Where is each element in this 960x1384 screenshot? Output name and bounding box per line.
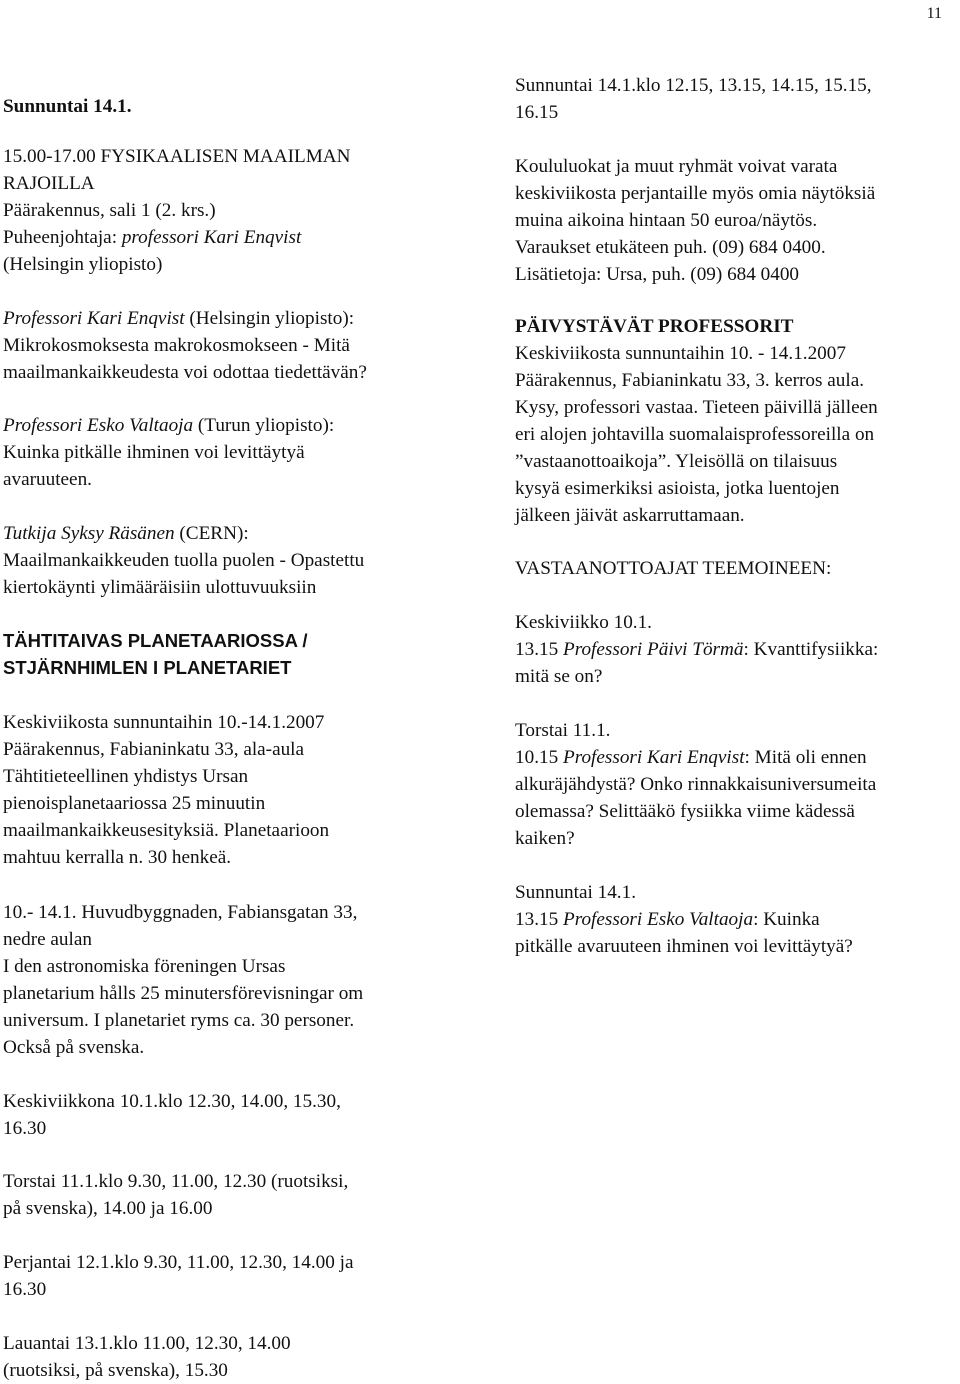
duty-professors-heading: PÄIVYSTÄVÄT PROFESSORIT: [515, 316, 794, 337]
planetarium-info-sv: 10.- 14.1. Huvudbyggnaden, Fabiansgatan 33, nedre aulan I den astronomiska föreningen Ursas planetarium hålls 25 minutersförevisningar om universum. I planetariet ryms ca. 30 personer. Också på svenska.: [3, 902, 364, 1058]
reception-wednesday: Keskiviikko 10.1. 13.15 Professori Päivi Törmä: Kvanttifysiikka: mitä se on?: [515, 612, 879, 687]
talk-title-line: avaruuteen.: [3, 469, 92, 490]
talk-speaker: Tutkija Syksy Räsänen: [3, 523, 175, 544]
talk-title-line: maailmankaikkeudesta voi odottaa tiedettävän?: [3, 362, 367, 383]
talk-valtaoja: [3, 412, 473, 493]
session-title-cont: RAJOILLA: [3, 173, 95, 194]
talk-title-line: kiertokäynti ylimääräisiin ulottuvuuksiin: [3, 577, 317, 598]
planetarium-heading: TÄHTITAIVAS PLANETAARIOSSA / STJÄRNHIMLEN I PLANETARIET: [3, 630, 308, 678]
reception-sunday: Sunnuntai 14.1. 13.15 Professori Esko Valtaoja: Kuinka pitkälle avaruuteen ihminen voi levittäytyä?: [515, 882, 853, 957]
chair-affiliation: (Helsingin yliopisto): [3, 254, 163, 275]
reception-thursday: Torstai 11.1. 10.15 Professori Kari Enqvist: Mitä oli ennen alkuräjähdystä? Onko rinnakkaisuniversumeita olemassa? Selittääkö fysiikka viime kädessä kaiken?: [515, 720, 877, 849]
talk-affiliation: (Turun yliopisto):: [193, 415, 335, 436]
session-chair: [3, 224, 473, 251]
schedule-thursday: Torstai 11.1.klo 9.30, 11.00, 12.30 (ruotsiksi, på svenska), 14.00 ja 16.00: [3, 1171, 349, 1219]
session-title: 15.00-17.00 FYSIKAALISEN MAAILMAN: [3, 146, 351, 167]
duty-professors-info: Keskiviikosta sunnuntaihin 10. - 14.1.2007 Päärakennus, Fabianinkatu 33, 3. kerros aula. Kysy, professori vastaa. Tieteen päivillä jälleen eri alojen johtavilla suomalaisprofessoreilla on ”vastaanottoaikoja”. Yleisöllä on tilaisuus kysyä esimerkiksi asioista, jotka luentojen jälkeen jäivät askarruttamaan.: [515, 343, 878, 526]
professor-name: Professori Esko Valtaoja: [562, 909, 754, 930]
schedule-saturday: Lauantai 13.1.klo 11.00, 12.30, 14.00 (ruotsiksi, på svenska), 15.30: [3, 1333, 291, 1381]
reception-heading: VASTAANOTTOAJAT TEEMOINEEN:: [515, 558, 832, 579]
talk-speaker: Professori Esko Valtaoja: [3, 415, 194, 436]
chair-name: professori Kari Enqvist: [121, 227, 302, 248]
talk-speaker: Professori Kari Enqvist: [3, 308, 185, 329]
page-number: 11: [926, 5, 942, 22]
talk-title-line: Mikrokosmoksesta makrokosmokseen - Mitä: [3, 335, 350, 356]
talk-enqvist: [3, 305, 473, 386]
talk-title-line: Kuinka pitkälle ihminen voi levittäytyä: [3, 442, 305, 463]
chair-label: Puheenjohtaja:: [3, 227, 122, 248]
planetarium-info-fi: Keskiviikosta sunnuntaihin 10.-14.1.2007 Päärakennus, Fabianinkatu 33, ala-aula Tähtitieteellinen yhdistys Ursan pienoisplanetaariossa 25 minuutin maailmankaikkeusesityksiä. Planetaarioon mahtuu kerralla n. 30 henkeä.: [3, 712, 330, 868]
talk-rasanen: [3, 520, 473, 601]
talk-affiliation: (Helsingin yliopisto):: [184, 308, 355, 329]
talk-affiliation: (CERN):: [174, 523, 249, 544]
sunday-heading: Sunnuntai 14.1.: [3, 96, 132, 117]
professor-name: Professori Kari Enqvist: [562, 747, 745, 768]
schedule-sunday: Sunnuntai 14.1.klo 12.15, 13.15, 14.15, 15.15, 16.15: [515, 75, 872, 123]
schedule-wednesday: Keskiviikkona 10.1.klo 12.30, 14.00, 15.30, 16.30: [3, 1091, 341, 1139]
talk-title-line: Maailmankaikkeuden tuolla puolen - Opastettu: [3, 550, 365, 571]
session-location: Päärakennus, sali 1 (2. krs.): [3, 200, 216, 221]
professor-name: Professori Päivi Törmä: [562, 639, 744, 660]
group-booking-info: Koululuokat ja muut ryhmät voivat varata keskiviikosta perjantaille myös omia näytöksiä muina aikoina hintaan 50 euroa/näytös. Varaukset etukäteen puh. (09) 684 0400. Lisätietoja: Ursa, puh. (09) 684 0400: [515, 156, 876, 285]
session-block: [3, 143, 473, 278]
schedule-friday: Perjantai 12.1.klo 9.30, 11.00, 12.30, 14.00 ja 16.30: [3, 1252, 354, 1300]
